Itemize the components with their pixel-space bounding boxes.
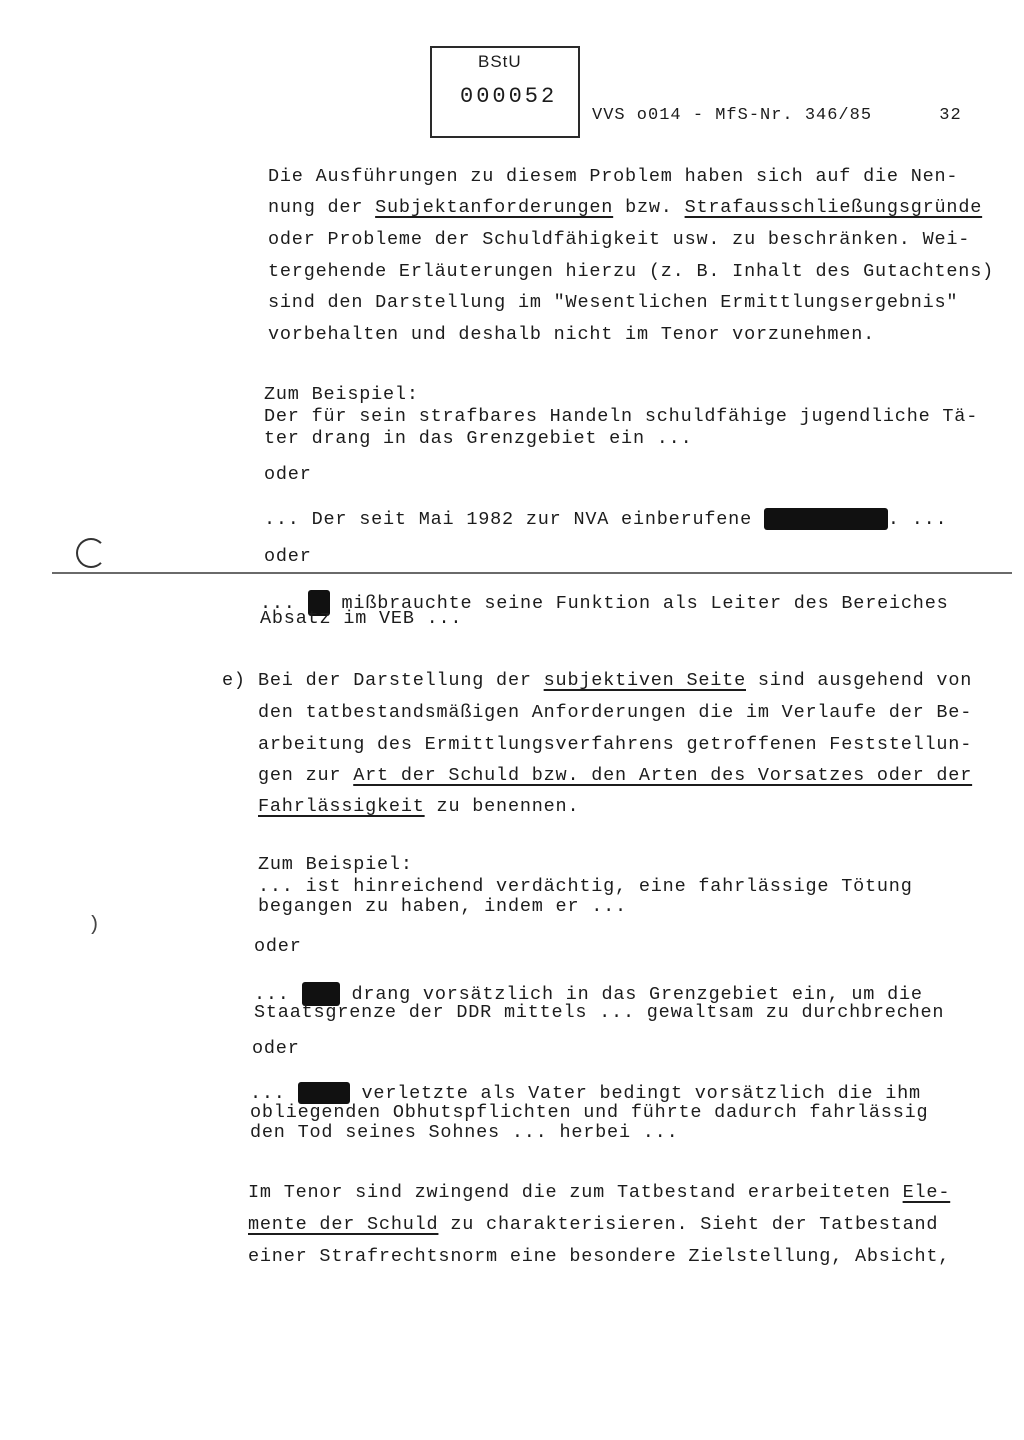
stamp-number: 000052 [460, 84, 558, 109]
para3-line1 [248, 1182, 950, 1204]
page-divider [52, 572, 1012, 574]
text-span: mißbrauchte seine Funktion als Leiter des Bereiches [329, 592, 949, 614]
underlined-term: Strafausschließungsgründe [684, 197, 983, 218]
example-line: Der für sein strafbares Handeln schuldfähige jugendliche Tä- [264, 406, 979, 427]
text-span: ... [250, 1082, 298, 1104]
para2-line5 [258, 796, 579, 818]
example-line: Staatsgrenze der DDR mittels ... gewaltsam zu durchbrechen [254, 1002, 945, 1023]
example-line: obliegenden Obhutspflichten und führte dadurch fahrlässig [250, 1102, 929, 1123]
underlined-term: Ele- [902, 1182, 951, 1203]
text-span: sind ausgehend von [746, 670, 973, 691]
para1-line5: sind den Darstellung im "Wesentlichen Ermittlungsergebnis" [268, 292, 959, 313]
example-label: Zum Beispiel: [258, 854, 413, 875]
text-span: nung der [268, 197, 376, 218]
para3-line3: einer Strafrechtsnorm eine besondere Zielstellung, Absicht, [248, 1246, 951, 1267]
reference-number: VVS o014 - MfS-Nr. 346/85 [592, 106, 873, 125]
example-line: ... ist hinreichend verdächtig, eine fahrlässige Tötung [258, 876, 913, 897]
text-span: zu charakterisieren. Sieht der Tatbestand [438, 1214, 939, 1235]
underlined-term: Art der Schuld bzw. den Arten des Vorsatzes oder der [353, 765, 973, 786]
para1-line6: vorbehalten und deshalb nicht im Tenor vorzunehmen. [268, 324, 875, 345]
example-line: Absatz im VEB ... [260, 608, 463, 629]
or-word: oder [254, 936, 302, 957]
para1-line2 [268, 197, 982, 219]
text-span: Im Tenor sind zwingend die zum Tatbestand erarbeiteten [248, 1182, 903, 1203]
example-line: begangen zu haben, indem er ... [258, 896, 627, 917]
document-reference [592, 106, 962, 125]
example-line: ter drang in das Grenzgebiet ein ... [264, 428, 693, 449]
margin-mark: ) [88, 914, 101, 937]
para2-line2: den tatbestandsmäßigen Anforderungen die im Verlaufe der Be- [258, 702, 973, 723]
redaction-bar [298, 1082, 350, 1104]
text-span: ... Der seit Mai 1982 zur NVA einberufene [264, 508, 764, 530]
text-span: verletzte als Vater bedingt vorsätzlich die ihm [349, 1082, 921, 1104]
para1-line1: Die Ausführungen zu diesem Problem haben sich auf die Nen- [268, 166, 959, 187]
text-span: zu benennen. [424, 796, 580, 817]
text-span: drang vorsätzlich in das Grenzgebiet ein, um die [339, 983, 923, 1005]
text-span: . ... [887, 508, 948, 530]
para2-line3: arbeitung des Ermittlungsverfahrens getroffenen Feststellun- [258, 734, 973, 755]
or-word: oder [264, 546, 312, 567]
para2-line4 [258, 765, 972, 787]
stamp-org: BStU [478, 52, 522, 71]
text-span: Bei der Darstellung der [258, 670, 544, 691]
text-span: bzw. [613, 197, 685, 218]
punch-hole [76, 538, 106, 568]
underlined-term: subjektiven Seite [543, 670, 746, 691]
example-label: Zum Beispiel: [264, 384, 419, 405]
archive-stamp [430, 46, 580, 138]
para2-line1 [258, 670, 972, 692]
underlined-term: Subjektanforderungen [375, 197, 614, 218]
text-span: gen zur [258, 765, 354, 786]
redaction-bar [764, 508, 888, 530]
para1-line3: oder Probleme der Schuldfähigkeit usw. zu beschränken. Wei- [268, 229, 971, 250]
text-span: ... [260, 592, 308, 614]
para3-line2 [248, 1214, 938, 1236]
or-word: oder [252, 1038, 300, 1059]
text-span: ... [254, 983, 302, 1005]
example-line: den Tod seines Sohnes ... herbei ... [250, 1122, 679, 1143]
underlined-term: Fahrlässigkeit [258, 796, 425, 817]
underlined-term: mente der Schuld [248, 1214, 439, 1235]
example-line [264, 508, 947, 531]
page-number: 32 [939, 106, 962, 125]
or-word: oder [264, 464, 312, 485]
para1-line4: tergehende Erläuterungen hierzu (z. B. Inhalt des Gutachtens) [268, 261, 995, 282]
list-marker: e) [222, 670, 246, 691]
